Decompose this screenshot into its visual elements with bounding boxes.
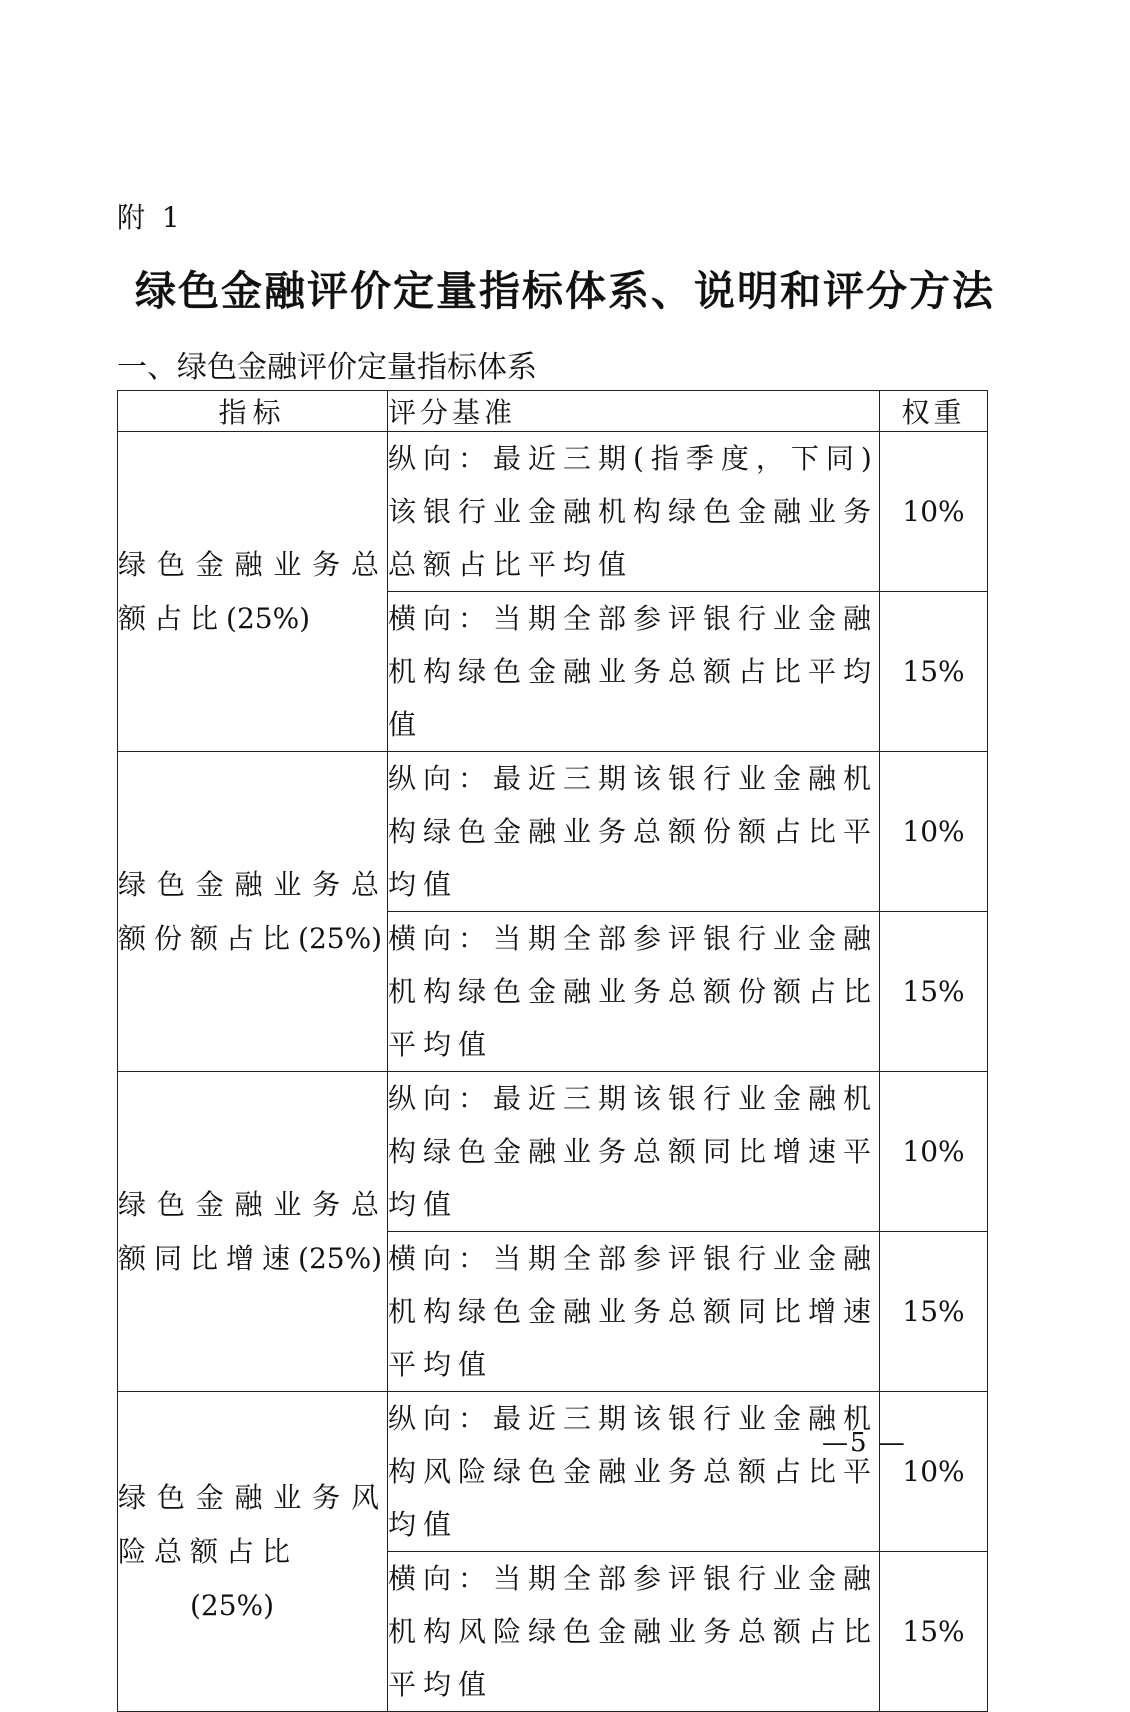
indicator-cell: [118, 1392, 388, 1712]
indicator-label: 绿色金融业务风险总额占比: [118, 1480, 387, 1568]
indicator-cell: [118, 1072, 388, 1392]
standard-cell: 横向：当期全部参评银行业金融机构绿色金融业务总额份额占比平均值: [388, 912, 880, 1072]
weight-cell: 15%: [880, 1552, 988, 1712]
document-title: 绿色金融评价定量指标体系、说明和评分方法: [135, 267, 995, 315]
indicator-percent: (25%): [298, 1241, 383, 1275]
indicator-percent: (25%): [226, 601, 311, 635]
section-heading: 一、绿色金融评价定量指标体系: [117, 350, 537, 385]
indicator-label: 绿色金融业务总额同比增速: [118, 1187, 387, 1275]
table-row: [118, 1392, 988, 1552]
weight-cell: 15%: [880, 592, 988, 752]
indicator-cell: [118, 752, 388, 1072]
annex-label: 附 1: [117, 201, 184, 234]
weight-cell: 10%: [880, 1392, 988, 1552]
standard-cell: 纵向：最近三期该银行业金融机构风险绿色金融业务总额占比平均值: [388, 1392, 880, 1552]
weight-cell: 10%: [880, 432, 988, 592]
indicator-percent: (25%): [298, 921, 383, 955]
indicator-label: 绿色金融业务总额份额占比: [118, 867, 387, 955]
weight-cell: 10%: [880, 1072, 988, 1232]
standard-cell: 纵向：最近三期该银行业金融机构绿色金融业务总额份额占比平均值: [388, 752, 880, 912]
weight-cell: 15%: [880, 912, 988, 1072]
header-indicator: 指标: [118, 391, 388, 432]
header-standard: 评分基准: [388, 391, 880, 432]
standard-cell: 纵向：最近三期(指季度，下同)该银行业金融机构绿色金融业务总额占比平均值: [388, 432, 880, 592]
standard-cell: 横向：当期全部参评银行业金融机构风险绿色金融业务总额占比平均值: [388, 1552, 880, 1712]
standard-cell: 横向：当期全部参评银行业金融机构绿色金融业务总额占比平均值: [388, 592, 880, 752]
table-row: [118, 432, 988, 592]
indicator-percent: (25%): [190, 1588, 275, 1622]
table-row: [118, 752, 988, 912]
indicator-table: [117, 390, 988, 1712]
page-number: —5 —: [822, 1428, 907, 1458]
table-header-row: [118, 391, 988, 432]
standard-cell: 横向：当期全部参评银行业金融机构绿色金融业务总额同比增速平均值: [388, 1232, 880, 1392]
weight-cell: 15%: [880, 1232, 988, 1392]
weight-cell: 10%: [880, 752, 988, 912]
header-weight: 权重: [880, 391, 988, 432]
indicator-cell: [118, 432, 388, 752]
standard-cell: 纵向：最近三期该银行业金融机构绿色金融业务总额同比增速平均值: [388, 1072, 880, 1232]
table-row: [118, 1072, 988, 1232]
indicator-label: 绿色金融业务总额占比: [118, 547, 387, 635]
